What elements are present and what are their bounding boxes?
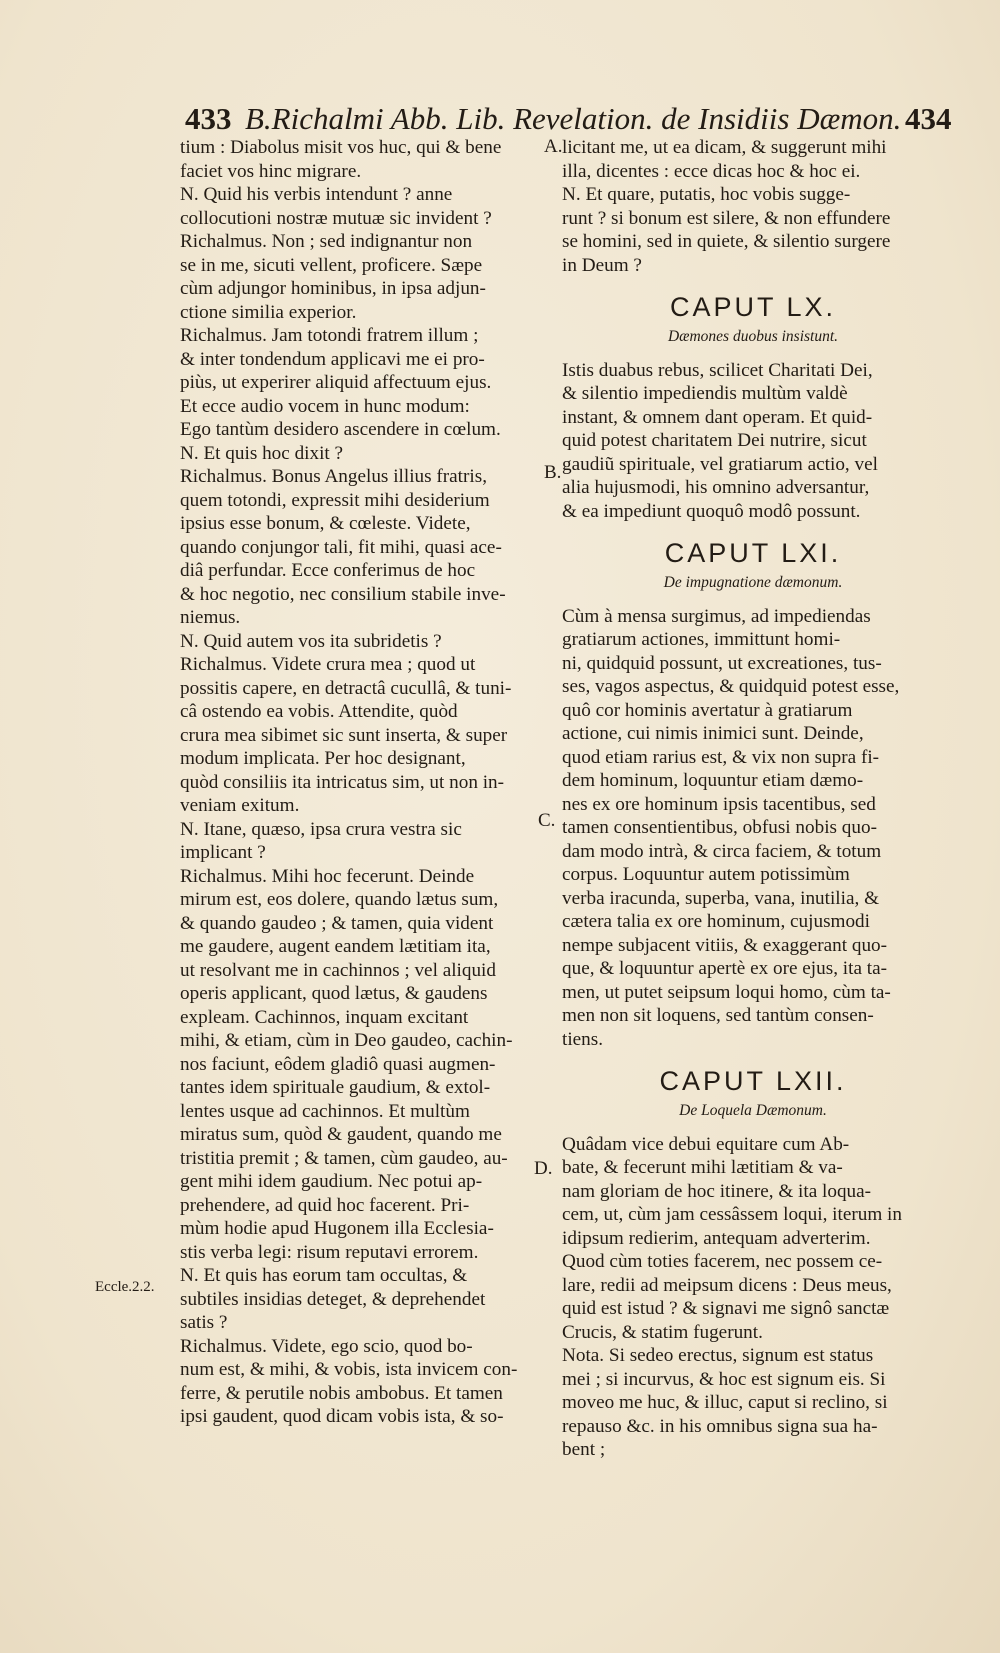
cap62.lines-line: Crucis, & statim fugerunt. xyxy=(562,1321,763,1343)
margin-letter-c: C. xyxy=(538,810,556,831)
cap62.lines-line: Quâdam vice debui equitare cum Ab- xyxy=(562,1133,850,1155)
cap62.lines-line: bent ; xyxy=(562,1439,606,1460)
left_lines-line: stis verba legi: risum reputavi errorem. xyxy=(180,1241,479,1263)
cap62.lines-line: Nota. Si sedeo erectus, signum est status xyxy=(562,1345,874,1366)
cap61.lines-line: tamen consentientibus, obfusi nobis quo- xyxy=(562,817,877,838)
cap60.lines-line: Istis duabus rebus, scilicet Charitati Dei, xyxy=(562,359,873,381)
left_lines-line: N. Quid autem vos ita subridetis ? xyxy=(180,630,442,652)
cap61.lines-line: dem hominum, loquuntur etiam dæmo- xyxy=(562,770,864,791)
cap62.lines-line: lare, redii ad meipsum dicens : Deus meus, xyxy=(562,1274,892,1296)
left_lines-line: câ ostendo ea vobis. Attendite, quòd xyxy=(180,701,458,722)
cap60.lines-line: alia hujusmodi, his omnino adversantur, xyxy=(562,477,870,498)
left_lines-line: mùm hodie apud Hugonem illa Ecclesia- xyxy=(180,1218,494,1239)
left_lines-line: & hoc negotio, nec consilium stabile inve- xyxy=(180,583,506,605)
left-column xyxy=(180,136,545,1429)
left_lines-line: gent mihi idem gaudium. Nec potui ap- xyxy=(180,1171,483,1192)
left_lines-line: lentes usque ad cachinnos. Et multùm xyxy=(180,1100,470,1122)
left_lines-line: piùs, ut experirer aliquid affectuum ejus. xyxy=(180,372,492,393)
left_lines-line: expleam. Cachinnos, inquam excitant xyxy=(180,1006,469,1028)
cap62.lines-line: bate, & fecerunt mihi lætitiam & va- xyxy=(562,1157,843,1178)
cap61.lines-line: nes ex ore hominum ipsis tacentibus, sed xyxy=(562,793,876,815)
left_lines-line: nos faciunt, eôdem gladiô quasi augmen- xyxy=(180,1053,496,1075)
left_lines-line: & inter tondendum applicavi me ei pro- xyxy=(180,348,485,370)
right-column xyxy=(562,136,944,1462)
cap62.lines-line: cem, ut, cùm jam cessâssem loqui, iterum in xyxy=(562,1204,902,1225)
cap61.lines-line: quô cor hominis avertatur à gratiarum xyxy=(562,699,853,721)
chapter-60-text xyxy=(562,359,944,524)
left_lines-line: ut resolvant me in cachinnos ; vel aliquid xyxy=(180,959,496,981)
left_lines-line: tristitia premit ; & tamen, cùm gaudeo, au- xyxy=(180,1147,508,1169)
margin-letter-d: D. xyxy=(534,1158,553,1179)
left_lines-line: crura mea sibimet sic sunt inserta, & super xyxy=(180,724,508,746)
cap60.lines-line: & ea impediunt quoquô modô possunt. xyxy=(562,500,861,522)
left_lines-line: tantes idem spirituale gaudium, & extol- xyxy=(180,1077,491,1098)
left_lines-line: modum implicata. Per hoc designant, xyxy=(180,748,466,769)
left_lines-line: quem totondi, expressit mihi desiderium xyxy=(180,489,490,511)
left_lines-line: & quando gaudeo ; & tamen, quia vident xyxy=(180,912,494,934)
cap62.lines-line: mei ; si incurvus, & hoc est signum eis. Si xyxy=(562,1368,886,1390)
chapter-heading-61: CAPUT LXI. xyxy=(664,538,842,568)
left_lines-line: ipsius esse bonum, & cœleste. Videte, xyxy=(180,513,471,534)
cap61.lines-line: actione, cui nimis inimici sunt. Deinde, xyxy=(562,723,864,744)
page-number-right: 434 xyxy=(905,101,952,136)
cap61.lines-line: dam modo intrà, & circa faciem, & totum xyxy=(562,840,882,862)
cap61.lines-line: que, & loquuntur apertè ex ore ejus, ita ta- xyxy=(562,958,888,979)
left_lines-line: Richalmus. Mihi hoc fecerunt. Deinde xyxy=(180,865,475,887)
chapter-heading-60: CAPUT LX. xyxy=(669,292,837,322)
cap61.lines-line: quod etiam rarius est, & vix non supra fi- xyxy=(562,746,880,768)
left_lines-line: Richalmus. Non ; sed indignantur non xyxy=(180,231,473,252)
cap61.lines-line: cætera talia ex ore hominum, cujusmodi xyxy=(562,911,870,932)
cap61.lines-line: corpus. Loquuntur autem potissimùm xyxy=(562,864,850,885)
left_lines-line: collocutioni nostræ mutuæ sic invident ? xyxy=(180,207,492,229)
left_lines-line: cùm adjungor hominibus, in ipsa adjun- xyxy=(180,278,486,299)
left_lines-line: operis applicant, quod lætus, & gaudens xyxy=(180,983,488,1004)
cap61.lines-line: tiens. xyxy=(562,1028,604,1050)
left_lines-line: quòd consiliis ita intricatus sim, ut non in- xyxy=(180,771,505,793)
right_top-line: illa, dicentes : ecce dicas hoc & hoc ei. xyxy=(562,160,861,182)
cap61.lines-line: men, ut putet seipsum loqui homo, cùm ta- xyxy=(562,981,891,1003)
cap60.lines-line: & silentio impediendis multùm valdè xyxy=(562,383,848,404)
left_lines-line: ctione similia experior. xyxy=(180,301,357,323)
cap60.lines-line: quid potest charitatem Dei nutrire, sicut xyxy=(562,430,867,451)
chapter-subtitle-61: De impugnatione dæmonum. xyxy=(663,574,843,591)
left_lines-line: se in me, sicuti vellent, proficere. Sæpe xyxy=(180,254,483,276)
cap61.lines-line: Cùm à mensa surgimus, ad impediendas xyxy=(562,605,871,627)
chapter-62-text xyxy=(562,1133,944,1462)
left_lines-line: Richalmus. Videte, ego scio, quod bo- xyxy=(180,1335,473,1357)
left_lines-line: me gaudere, augent eandem lætitiam ita, xyxy=(180,936,491,957)
cap62.lines-line: repauso &c. in his omnibus signa sua ha- xyxy=(562,1415,878,1437)
cap62.lines-line: moveo me huc, & illuc, caput si reclino, si xyxy=(562,1392,888,1413)
left_lines-line: Richalmus. Bonus Angelus illius fratris, xyxy=(180,466,487,487)
left_lines-line: satis ? xyxy=(180,1312,228,1333)
running-title: B.Richalmi Abb. Lib. Revelation. de Insidiis Dæmon. xyxy=(245,101,902,136)
left_lines-line: possitis capere, en detractâ cucullâ, & tuni- xyxy=(180,677,512,699)
left_lines-line: N. Itane, quæso, ipsa crura vestra sic xyxy=(180,818,462,840)
margin-letter-b: B. xyxy=(544,462,562,483)
right_top-line: se homini, sed in quiete, & silentio surgere xyxy=(562,231,891,252)
right_top-line: N. Et quare, putatis, hoc vobis sugge- xyxy=(562,184,851,205)
page-number-left: 433 xyxy=(185,101,232,136)
cap62.lines-line: Quod cùm toties facerem, nec possem ce- xyxy=(562,1251,883,1272)
left_lines-line: Ego tantùm desidero ascendere in cœlum. xyxy=(180,419,501,440)
left_lines-line: Richalmus. Jam totondi fratrem illum ; xyxy=(180,325,479,346)
cap61.lines-line: ni, quidquid possunt, ut excreationes, tus- xyxy=(562,652,882,674)
left_lines-line: tium : Diabolus misit vos huc, qui & bene xyxy=(180,137,502,158)
cap61.lines-line: nempe subjacent vitiis, & exaggerant quo- xyxy=(562,934,888,956)
left_lines-line: diâ perfundar. Ecce conferimus de hoc xyxy=(180,560,476,581)
cap62.lines-line: quid est istud ? & signavi me signô sanctæ xyxy=(562,1298,890,1319)
right_top-line: in Deum ? xyxy=(562,254,642,276)
left_lines-line: subtiles insidias deteget, & deprehendet xyxy=(180,1288,486,1310)
margin-reference-ecclesiastes: Eccle.2.2. xyxy=(95,1279,155,1295)
left_lines-line: prehendere, ad quid hoc facerent. Pri- xyxy=(180,1194,470,1216)
left_lines-line: veniam exitum. xyxy=(180,795,300,816)
cap61.lines-line: men non sit loquens, sed tantùm consen- xyxy=(562,1005,874,1026)
left_lines-line: faciet vos hinc migrare. xyxy=(180,160,362,182)
left_lines-line: implicant ? xyxy=(180,842,266,863)
cap61.lines-line: gratiarum actiones, immittunt homi- xyxy=(562,629,841,650)
margin-letter-a: A. xyxy=(544,136,563,157)
cap62.lines-line: nam gloriam de hoc itinere, & ita loqua- xyxy=(562,1180,872,1202)
left_lines-line: N. Et quis has eorum tam occultas, & xyxy=(180,1265,468,1286)
left_lines-line: ferre, & perutile nobis ambobus. Et tamen xyxy=(180,1382,503,1404)
cap61.lines-line: ses, vagos aspectus, & quidquid potest esse, xyxy=(562,676,900,697)
left_lines-line: Richalmus. Videte crura mea ; quod ut xyxy=(180,654,476,675)
cap61.lines-line: verba iracunda, superba, vana, inutilia, & xyxy=(562,887,880,909)
chapter-subtitle-62: De Loquela Dæmonum. xyxy=(679,1102,827,1119)
left_lines-line: ipsi gaudent, quod dicam vobis ista, & so- xyxy=(180,1406,504,1427)
left_lines-line: mirum est, eos dolere, quando lætus sum, xyxy=(180,889,499,910)
left_lines-line: N. Et quis hoc dixit ? xyxy=(180,442,344,464)
right_top-line: licitant me, ut ea dicam, & suggerunt mihi xyxy=(562,137,887,158)
left_lines-line: N. Quid his verbis intendunt ? anne xyxy=(180,184,453,205)
chapter-subtitle-60: Dæmones duobus insistunt. xyxy=(667,328,839,345)
left_lines-line: miratus sum, quòd & gaudent, quando me xyxy=(180,1124,502,1145)
chapter-heading-62: CAPUT LXII. xyxy=(659,1066,847,1096)
left_lines-line: Et ecce audio vocem in hunc modum: xyxy=(180,395,470,417)
left_lines-line: mihi, & etiam, cùm in Deo gaudeo, cachin- xyxy=(180,1030,513,1051)
right-column-continuation xyxy=(562,136,944,277)
left_lines-line: quando conjungor tali, fit mihi, quasi ace- xyxy=(180,536,502,558)
chapter-61-text xyxy=(562,605,944,1052)
left_lines-line: num est, & mihi, & vobis, ista invicem con- xyxy=(180,1359,518,1380)
right_top-line: runt ? si bonum est silere, & non effundere xyxy=(562,207,891,229)
left_lines-line: niemus. xyxy=(180,607,241,628)
cap60.lines-line: gaudiũ spirituale, vel gratiarum actio, vel xyxy=(562,453,878,475)
cap60.lines-line: instant, & omnem dant operam. Et quid- xyxy=(562,406,873,428)
cap62.lines-line: idipsum redierim, antequam adverterim. xyxy=(562,1227,871,1249)
